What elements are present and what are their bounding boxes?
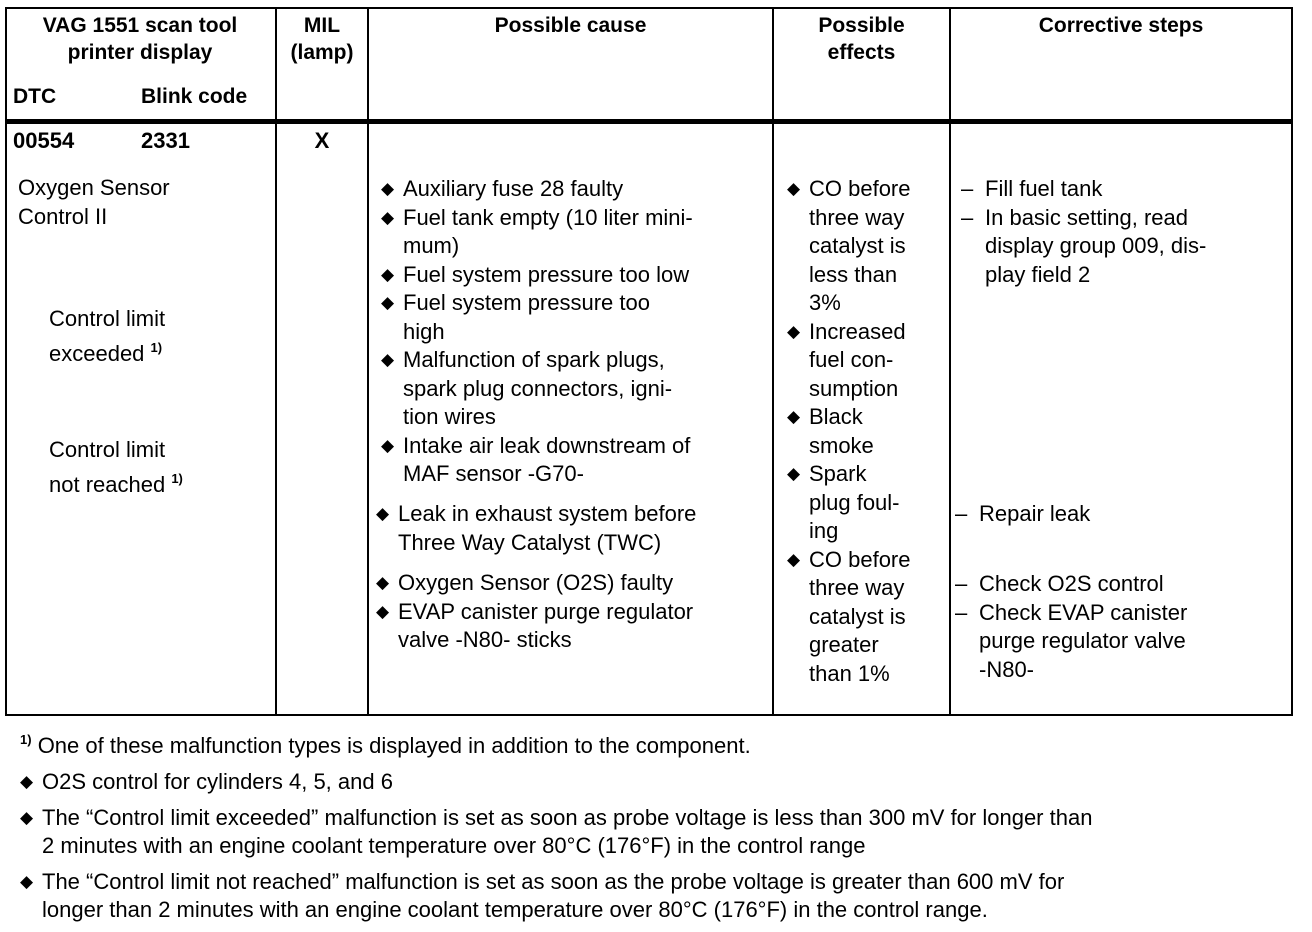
malfunction-type-exceeded: Control limit exceeded $^{1)}$ — [49, 306, 166, 366]
steps-list-1 — [961, 175, 1291, 289]
cause-list-1 — [381, 175, 771, 489]
bullet-icon: ◆ — [20, 872, 34, 891]
bullet-icon: ◆ — [381, 293, 395, 312]
notes-section — [20, 726, 1290, 932]
effect-item: ◆ CO before three way catalyst is less than 3% — [787, 176, 911, 315]
footnote-mark: 1) — [171, 470, 183, 486]
cause-item: ◆ Fuel tank empty (10 liter mini- mum) — [381, 204, 693, 258]
note-item: ◆ The “Control limit exceeded” malfunction is set as soon as probe voltage is less than 300 mV for longer than 2 minutes with an engine coolant temperature over 80°C (176°F) in the control range — [20, 805, 1093, 858]
steps-list-2 — [955, 500, 1291, 529]
cause-item: ◆ EVAP canister purge regulator valve -N80- sticks — [376, 598, 694, 652]
column-divider — [772, 9, 774, 714]
dash-icon: – — [955, 571, 968, 596]
bullet-icon: ◆ — [20, 772, 34, 791]
bullet-icon: ◆ — [376, 504, 390, 523]
note-item: ◆ O2S control for cylinders 4, 5, and 6 — [20, 769, 393, 794]
effects-list — [787, 175, 949, 688]
bullet-icon: ◆ — [376, 601, 390, 621]
steps-list-3 — [955, 570, 1291, 684]
cause-item: ◆ Fuel system pressure too low — [381, 261, 771, 290]
column-divider — [275, 9, 277, 714]
effect-item: ◆ CO before three way catalyst is greater than 1% — [787, 546, 911, 686]
dash-icon: – — [955, 599, 968, 625]
cause-item: ◆ Leak in exhaust system before Three Way Catalyst (TWC) — [376, 501, 697, 555]
cause-item: ◆ Malfunction of spark plugs, spark plug connectors, igni- tion wires — [381, 347, 673, 429]
header-divider — [7, 119, 1291, 124]
header-possible-effects: Possible effects — [818, 14, 905, 64]
dash-icon: – — [955, 501, 968, 526]
dtc-value: 00554 — [13, 128, 75, 153]
effect-item: ◆ Increased fuel con- sumption — [787, 318, 906, 401]
mil-indicator: X — [314, 128, 330, 153]
cause-item: ◆ Intake air leak downstream of MAF sensor -G70- — [381, 432, 691, 486]
bullet-icon: ◆ — [381, 435, 395, 455]
bullet-icon: ◆ — [376, 573, 390, 592]
step-item: – In basic setting, read display group 009, dis- play field 2 — [961, 204, 1207, 287]
bullet-icon: ◆ — [20, 808, 34, 827]
header-possible-cause: Possible cause — [494, 14, 647, 37]
header-mil: MIL (lamp) — [290, 14, 354, 64]
cause-item: ◆ Auxiliary fuse 28 faulty — [381, 175, 771, 204]
footnote: $^{1)}$ One of these malfunction types is displayed in addition to the component. — [20, 732, 751, 758]
cause-item: ◆ Oxygen Sensor (O2S) faulty — [376, 569, 771, 598]
component-name: Oxygen Sensor Control II — [18, 175, 170, 229]
header-corrective-steps: Corrective steps — [1038, 14, 1204, 37]
bullet-icon: ◆ — [381, 264, 395, 284]
column-divider — [367, 9, 369, 714]
header-scan-tool: VAG 1551 scan tool printer display — [42, 14, 238, 64]
effect-item: ◆ Black smoke — [787, 404, 874, 458]
footnote-mark: 1) — [150, 339, 163, 355]
header-dtc: DTC — [13, 85, 57, 108]
column-divider — [949, 9, 951, 714]
step-item: – Repair leak — [955, 500, 1291, 529]
malfunction-type-not-reached: Control limit not reached $^{1)}$ — [49, 437, 183, 497]
cause-list-3 — [376, 569, 771, 655]
cause-list-2 — [376, 500, 771, 557]
bullet-icon: ◆ — [381, 350, 395, 369]
bullet-icon: ◆ — [787, 549, 801, 569]
step-item: – Check EVAP canister purge regulator valve -N80- — [955, 599, 1188, 682]
bullet-icon: ◆ — [787, 464, 801, 483]
step-item: – Check O2S control — [955, 570, 1291, 599]
note-item: ◆ The “Control limit not reached” malfunction is set as soon as the probe voltage is greater than 600 mV for longer than 2 minutes with an engine coolant temperature over 80°C (176°F) in the control range. — [20, 869, 1065, 922]
step-item: – Fill fuel tank — [961, 175, 1291, 204]
header-blink-code: Blink code — [141, 85, 248, 108]
effect-item: ◆ Spark plug foul- ing — [787, 461, 900, 543]
bullet-icon: ◆ — [381, 179, 395, 198]
bullet-icon: ◆ — [787, 407, 801, 426]
cause-item: ◆ Fuel system pressure too high — [381, 290, 650, 344]
bullet-icon: ◆ — [787, 321, 801, 341]
bullet-icon: ◆ — [381, 207, 395, 227]
blink-code-value: 2331 — [141, 128, 190, 153]
bullet-icon: ◆ — [787, 179, 801, 198]
diagnostic-table — [5, 7, 1293, 716]
footnote-mark: 1) — [20, 732, 32, 747]
dash-icon: – — [961, 204, 974, 230]
dash-icon: – — [961, 176, 974, 201]
